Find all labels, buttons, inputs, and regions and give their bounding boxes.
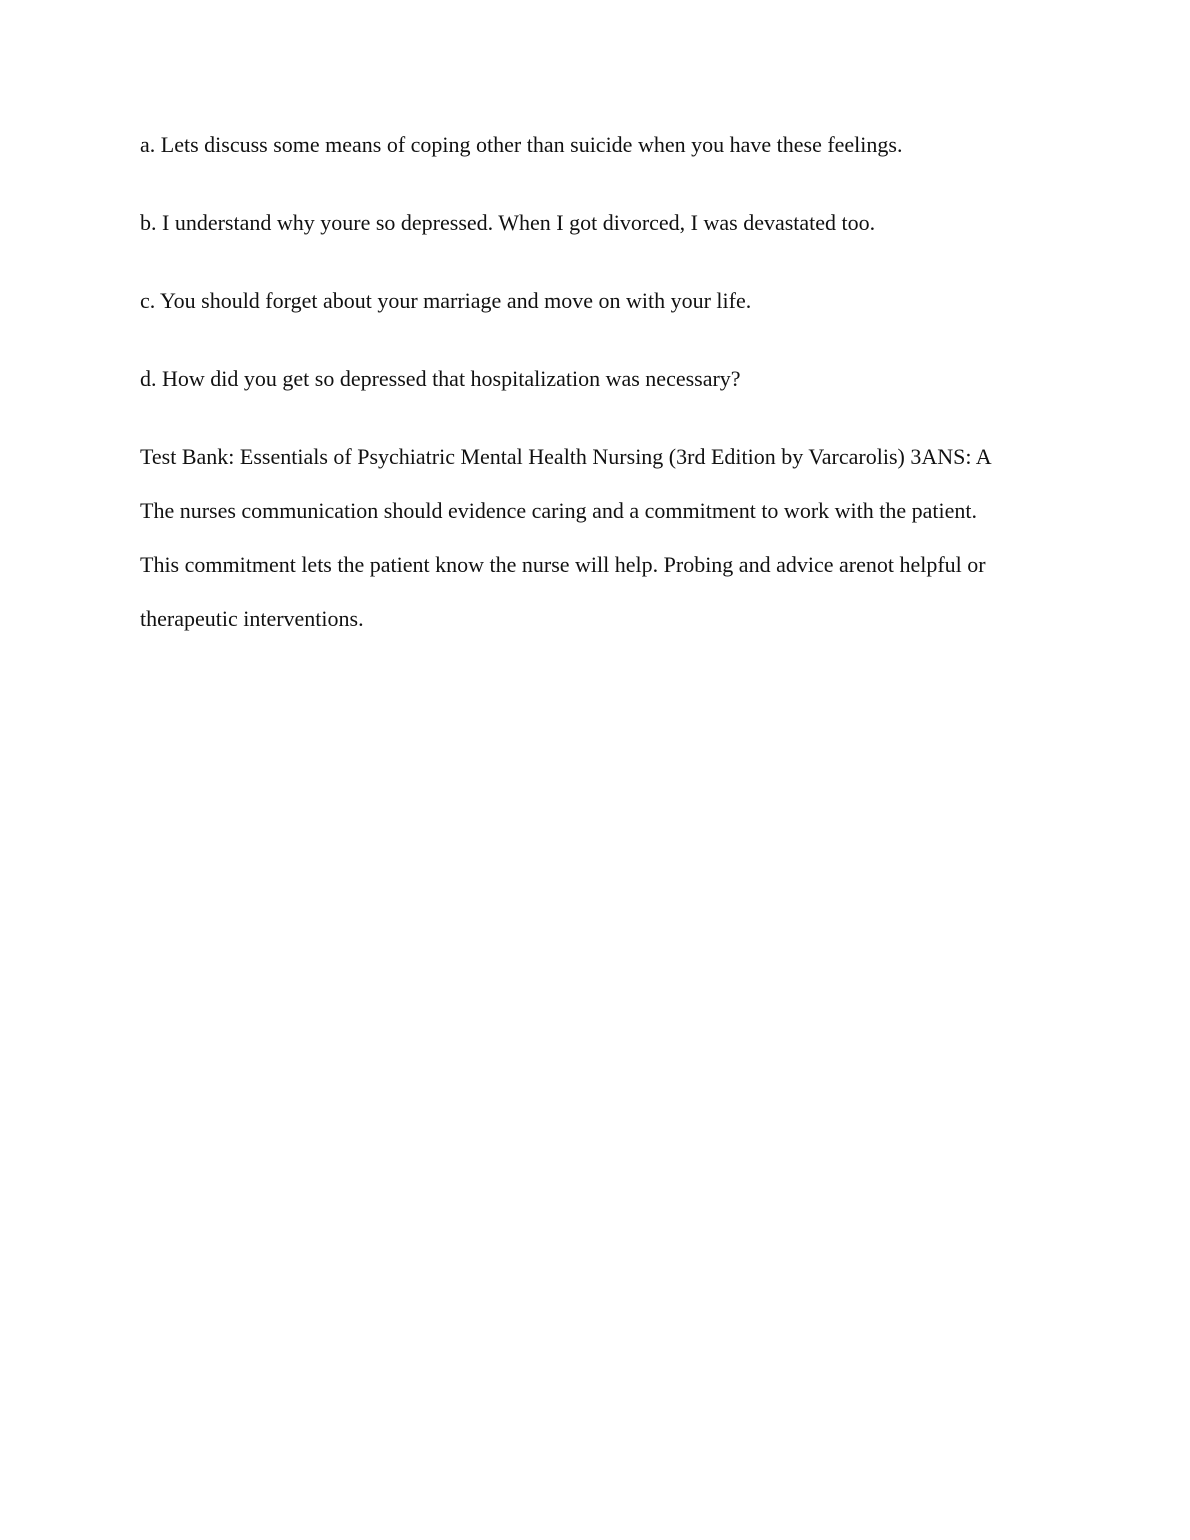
answer-option-d: d. How did you get so depressed that hospitalization was necessary?	[140, 366, 741, 391]
rationale-line-3: therapeutic interventions.	[140, 606, 364, 631]
answer-option-a: a. Lets discuss some means of coping other than suicide when you have these feelings.	[140, 132, 903, 157]
rationale-line-1: The nurses communication should evidence caring and a commitment to work with the patient.	[140, 498, 977, 523]
answer-option-b: b. I understand why youre so depressed. When I got divorced, I was devastated too.	[140, 210, 876, 235]
rationale-line-2: This commitment lets the patient know the nurse will help. Probing and advice arenot helpful or	[140, 552, 986, 577]
answer-source-line: Test Bank: Essentials of Psychiatric Mental Health Nursing (3rd Edition by Varcarolis) 3ANS: A	[140, 444, 992, 469]
answer-option-c: c. You should forget about your marriage and move on with your life.	[140, 288, 752, 313]
